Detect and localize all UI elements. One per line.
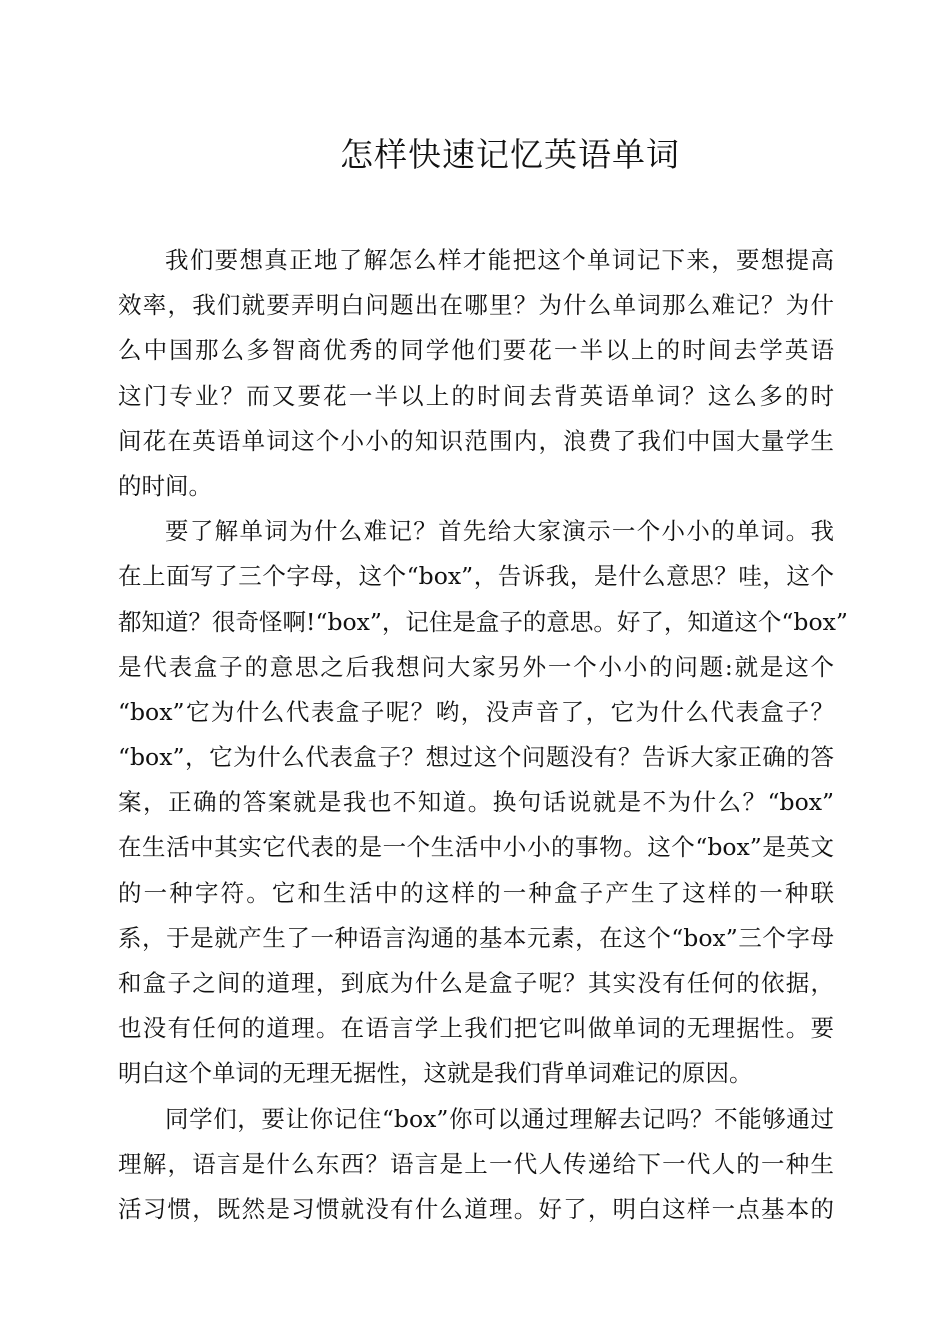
paragraph-line: “box”，它为什么代表盒子？想过这个问题没有？告诉大家正确的答 [118, 743, 834, 772]
paragraph-line: “box”它为什么代表盒子呢？哟，没声音了，它为什么代表盒子？ [118, 697, 834, 726]
paragraph-line: 和盒子之间的道理，到底为什么是盒子呢？其实没有任何的依据， [118, 969, 834, 997]
paragraph-line: 在上面写了三个字母，这个“box”，告诉我，是什么意思？哇，这个 [118, 562, 834, 591]
paragraph-line: 也没有任何的道理。在语言学上我们把它叫做单词的无理据性。要 [118, 1014, 834, 1043]
paragraph-line: 么中国那么多智商优秀的同学他们要花一半以上的时间去学英语 [118, 336, 834, 365]
paragraph-line: 活习惯，既然是习惯就没有什么道理。好了，明白这样一点基本的 [118, 1194, 834, 1223]
paragraph-line: 在生活中其实它代表的是一个生活中小小的事物。这个“box”是英文 [118, 833, 834, 862]
paragraph-line: 效率，我们就要弄明白问题出在哪里？为什么单词那么难记？为什 [118, 291, 834, 320]
paragraph-line: 案，正确的答案就是我也不知道。换句话说就是不为什么？“box” [118, 788, 834, 817]
paragraph-1 [118, 238, 834, 509]
paragraph-line: 同学们，要让你记住“box”你可以通过理解去记吗？不能够通过 [165, 1104, 834, 1133]
paragraph-line: 系，于是就产生了一种语言沟通的基本元素，在这个“box”三个字母 [118, 923, 834, 952]
paragraph-line: 我们要想真正地了解怎么样才能把这个单词记下来，要想提高 [165, 246, 834, 274]
document-title: 怎样快速记忆英语单词 [340, 135, 680, 174]
paragraph-line: 明白这个单词的无理无据性，这就是我们背单词难记的原因。 [118, 1059, 753, 1088]
paragraph-3 [118, 1097, 834, 1233]
document-body [118, 238, 848, 1232]
paragraph-2 [118, 509, 848, 1096]
paragraph-line: 间花在英语单词这个小小的知识范围内，浪费了我们中国大量学生 [118, 426, 834, 455]
paragraph-line: 是代表盒子的意思之后我想问大家另外一个小小的问题:就是这个 [118, 652, 834, 681]
paragraph-line: 都知道？很奇怪啊!“box”，记住是盒子的意思。好了，知道这个“box” [118, 607, 848, 636]
paragraph-line: 理解，语言是什么东西？语言是上一代人传递给下一代人的一种生 [118, 1149, 834, 1178]
paragraph-line: 要了解单词为什么难记？首先给大家演示一个小小的单词。我 [165, 517, 834, 546]
paragraph-line: 的时间。 [118, 471, 212, 500]
paragraph-line: 的一种字符。它和生活中的这样的一种盒子产生了这样的一种联 [118, 878, 834, 907]
paragraph-line: 这门专业？而又要花一半以上的时间去背英语单词？这么多的时 [118, 381, 834, 410]
